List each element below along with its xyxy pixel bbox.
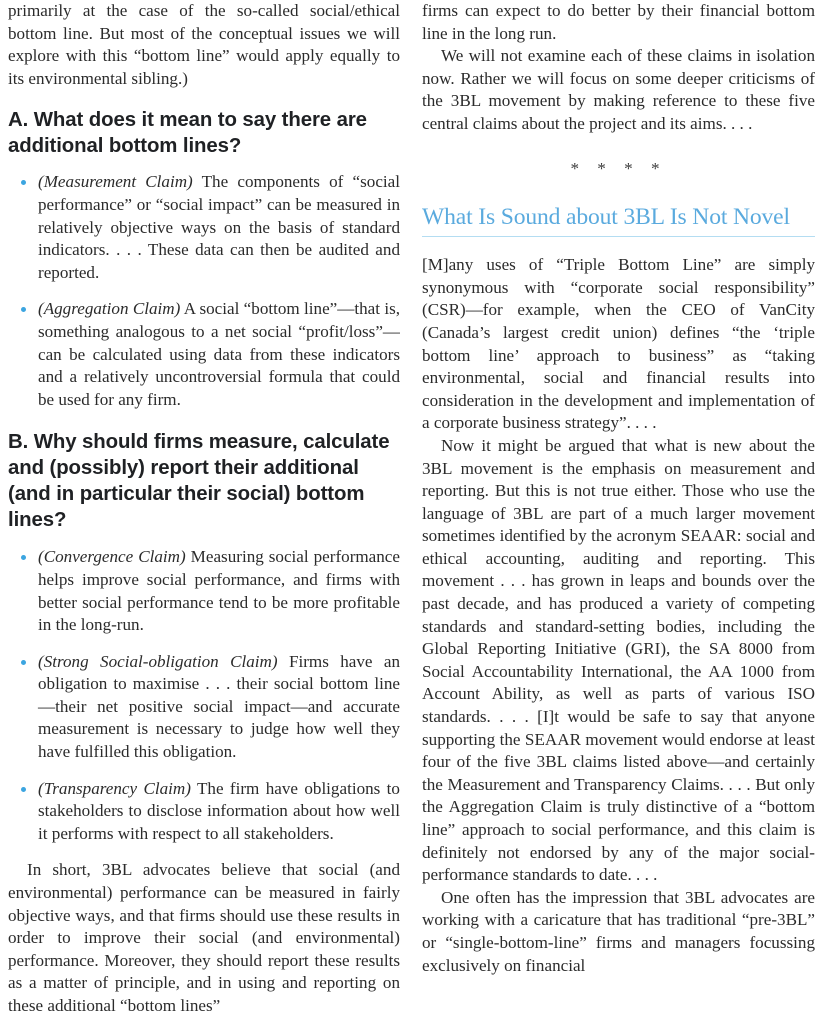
- bullet-dot-icon: [21, 787, 26, 792]
- paragraph-many-uses: [M]any uses of “Triple Bottom Line” are simply synonymous with “corporate social responsibility” (CSR)—for example, when the CEO of VanCity (Canada’s largest credit union) defines “the ‘triple bottom line’ approach to business” as “taking environmental, social and financial results into consideration in the development and implementation of a corporate business strategy”. . . .: [422, 255, 815, 433]
- claim-name: (Convergence Claim): [38, 547, 186, 567]
- bullet-dot-icon: [21, 660, 26, 665]
- claim-name: (Strong Social-obligation Claim): [38, 651, 278, 671]
- list-item: [8, 651, 400, 764]
- bullet-dot-icon: [21, 307, 26, 312]
- section-separator-asterisks: * * * *: [570, 158, 667, 178]
- claim-text: Measuring social performance helps improve social performance, and firms with better social performance tend to be more profitable in the long-run.: [38, 547, 400, 635]
- section-b-claims-list: [8, 546, 400, 845]
- list-item: [8, 546, 400, 636]
- list-item: [8, 171, 400, 284]
- paragraph-now-argued: Now it might be argued that what is new about the 3BL movement is the emphasis on measurement and reporting. But this is not true either. Those who use the language of 3BL are part of a much larger movement sometimes identified by the acronym SEAAR: social and ethical accounting, auditing and reporting. This movement . . . has grown in leaps and bounds over the past decade, and has produced a variety of competing standards and standard-setting bodies, including the Global Reporting Initiative (GRI), the SA 8000 from Social Accountability International, the AA 1000 from Account Ability, as well as parts of various ISO standards. . . . [I]t would be safe to say that anyone supporting the SEAAR movement would endorse at least four of the five 3BL claims listed above—and certainly the Measurement and Transparency Claims. . . . But only the Aggregation Claim is truly distinctive of a “bottom line” approach to social performance, and this claim is definitely not endorsed by any of the major social-performance standards to date. . . .: [422, 435, 815, 885]
- list-item: [8, 778, 400, 846]
- claim-name: (Aggregation Claim): [38, 299, 181, 319]
- list-item: [8, 298, 400, 411]
- section-b-heading: B. Why should firms measure, calculate and (possibly) report their additional (and in particular their social) bottom lines?: [8, 431, 390, 532]
- bullet-dot-icon: [21, 555, 26, 560]
- section-a-claims-list: [8, 171, 400, 411]
- left-column: [8, 0, 400, 1024]
- claim-text: The components of “social performance” or “social impact” can be measured in relatively objective ways on the basis of standard indicators. . . . These data can then be audited and reported.: [38, 172, 400, 282]
- paragraph-examine-claims: We will not examine each of these claims in isolation now. Rather we will focus on some deeper criticisms of the 3BL movement by making reference to these five central claims about the project and its aims. . . .: [422, 46, 815, 133]
- right-continued-paragraph: firms can expect to do better by their financial bottom line in the long run.: [422, 1, 815, 43]
- claim-text: The firm have obligations to stakeholders to disclose information about how well it performs with respect to all stakeholders.: [38, 778, 400, 843]
- section-a-heading: A. What does it mean to say there are additional bottom lines?: [8, 109, 367, 158]
- claim-text: Firms have an obligation to maximise . . . their social bottom line—their net positive social impact—and accurate measurement is necessary to judge how well they have fulfilled this obligation.: [38, 651, 400, 762]
- paragraph-one-often: One often has the impression that 3BL advocates are working with a caricature that has traditional “pre-3BL” or “single-bottom-line” firms and managers focussing exclusively on financial: [422, 887, 815, 975]
- spacer: [8, 845, 400, 859]
- left-closing-paragraph: In short, 3BL advocates believe that social (and environmental) performance can be measured in fairly objective ways, and that firms should use these results in order to improve their social (and environmental) performance. Moreover, they should report these results as a matter of principle, and in using and reporting on these additional “bottom lines”: [8, 860, 400, 1015]
- claim-text: A social “bottom line”—that is, something analogous to a net social “profit/loss”—can be calculated using data from these indicators and a relatively uncontroversial formula that could be used for any firm.: [38, 299, 400, 409]
- right-column: [422, 0, 815, 1024]
- blue-section-heading: What Is Sound about 3BL Is Not Novel: [422, 204, 815, 237]
- claim-name: (Measurement Claim): [38, 172, 193, 192]
- left-continued-paragraph: primarily at the case of the so-called social/ethical bottom line. But most of the conceptual issues we will explore with this “bottom line” would apply equally to its environmental sibling.): [8, 1, 400, 88]
- bullet-dot-icon: [21, 180, 26, 185]
- claim-name: (Transparency Claim): [38, 778, 191, 798]
